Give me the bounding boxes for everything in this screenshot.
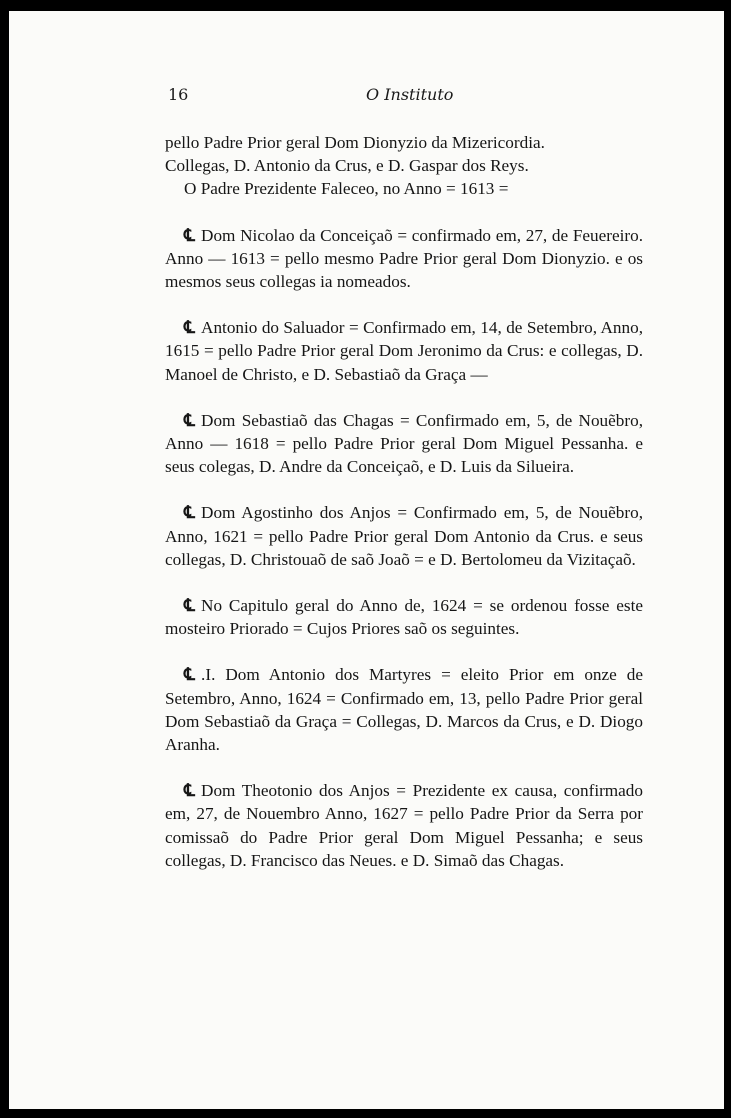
- entry-paragraph: [165, 224, 643, 294]
- paragraph-mark-icon: ℄: [184, 596, 196, 616]
- entry-text: Dom Theotonio dos Anjos = Prezidente ex causa, confirmado em, 27, de Nouembro Anno, 1627 = pello Padre Prior da Serra por comissaõ do Padre Prior geral Dom Miguel Pessanha; e seus collegas, D. Francisco das Neues. e D. Simaõ das Chagas.: [165, 781, 643, 870]
- entry-text: Dom Nicolao da Conceiçaõ = confirmado em, 27, de Feuereiro. Anno — 1613 = pello mesmo Padre Prior geral Dom Dionyzio. e os mesmos seus collegas ia nomeados.: [165, 225, 643, 292]
- paragraph-mark-icon: ℄: [184, 318, 196, 338]
- book-page: [9, 11, 724, 1109]
- page-body: [165, 131, 643, 872]
- intro-line: Collegas, D. Antonio da Crus, e D. Gaspar dos Reys.: [165, 156, 529, 176]
- intro-line: O Padre Prezidente Faleceo, no Anno = 1613 =: [184, 179, 509, 199]
- entry-text: .I. Dom Antonio dos Martyres = eleito Prior em onze de Setembro, Anno, 1624 = Confirmado em, 13, pello Padre Prior geral Dom Sebastiaõ da Graça = Collegas, D. Marcos da Crus, e D. Diogo Aranha.: [165, 665, 643, 755]
- paragraph-mark-icon: ℄: [184, 225, 196, 245]
- page-header: [9, 85, 724, 109]
- intro-paragraph: [165, 131, 643, 201]
- entry-paragraph: [165, 663, 643, 756]
- paragraph-mark-icon: ℄: [184, 665, 196, 685]
- entry-text: No Capitulo geral do Anno de, 1624 = se ordenou fosse este mosteiro Priorado = Cujos Priores saõ os seguintes.: [165, 596, 643, 639]
- paragraph-mark-icon: ℄: [184, 781, 196, 801]
- entry-paragraph: [165, 594, 643, 640]
- entry-paragraph: [165, 316, 643, 386]
- entry-paragraph: [165, 779, 643, 872]
- page-number: 16: [168, 85, 189, 104]
- paragraph-mark-icon: ℄: [184, 410, 196, 430]
- running-title: O Instituto: [366, 85, 454, 104]
- entry-text: Dom Sebastiaõ das Chagas = Confirmado em, 5, de Nouẽbro, Anno — 1618 = pello Padre Prior geral Dom Miguel Pessanha. e seus colegas, D. Andre da Conceiçaõ, e D. Luis da Silueira.: [165, 410, 643, 477]
- entry-paragraph: [165, 501, 643, 571]
- entry-paragraph: [165, 409, 643, 479]
- paragraph-mark-icon: ℄: [184, 503, 196, 523]
- intro-line: pello Padre Prior geral Dom Dionyzio da Mizericordia.: [165, 133, 545, 152]
- entry-text: Antonio do Saluador = Confirmado em, 14, de Setembro, Anno, 1615 = pello Padre Prior geral Dom Jeronimo da Crus: e collegas, D. Manoel de Christo, e D. Sebastiaõ da Graça —: [165, 318, 643, 384]
- entry-text: Dom Agostinho dos Anjos = Confirmado em, 5, de Nouẽbro, Anno, 1621 = pello Padre Prior geral Dom Antonio da Crus. e seus collegas, D. Christouaõ de saõ Joaõ = e D. Bertolomeu da Vizitaçaõ.: [165, 503, 643, 569]
